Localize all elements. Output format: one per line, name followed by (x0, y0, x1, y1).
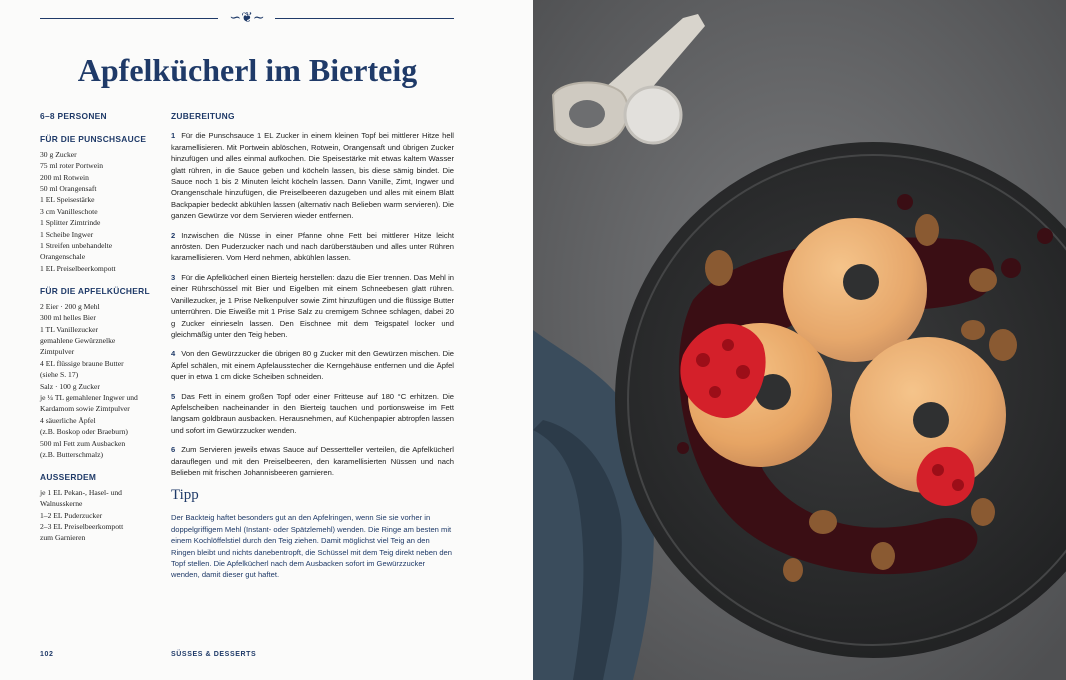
ingredient-item: 2–3 EL Preiselbeerkompott (40, 522, 124, 531)
ingredient-item: je 1 EL Pekan-, Hasel- und (40, 487, 122, 497)
ingredient-item: 3 cm Vanilleschote (40, 206, 98, 216)
food-photo-svg (533, 0, 1066, 680)
step-number: 1 (171, 131, 176, 141)
ingredient-list (40, 149, 158, 274)
ingredient-item: 1 EL Preiselbeerkompott (40, 263, 116, 273)
ingredient-item: 30 g Zucker (40, 149, 77, 159)
section-name: SÜSSES & DESSERTS (171, 651, 257, 658)
ingredient-group (40, 472, 158, 543)
ingredient-item: Zimtpulver (40, 347, 75, 357)
step-text: Zum Servieren jeweils etwas Sauce auf Dessertteller verteilen, die Apfelkücherl darauflegen und mit den Preiselbeeren, den karamellisierten Nüssen und nach Belieben mit frischen Johannisbeeren garnieren. (171, 445, 454, 477)
ingredient-item: 50 ml Orangensaft (40, 184, 97, 194)
tip-text: Der Backteig haftet besonders gut an den Apfelringen, wenn Sie sie vorher in doppelgriffigem Mehl (Instant- oder Spätzlemehl) wenden. Die Ringe am besten mit einem Kochlöffelstiel durch den Teig ziehen. Damit möglichst viel Teig an den Ringen bleibt und nichts danebentropft, die Schüssel mit dem Teig direkt neben den Topf stellen. Die Apfelkücherl nach dem Ausbacken sofort im Gewürzzucker wenden, damit dieser gut haftet. (171, 513, 453, 580)
tip-title: Tipp (171, 487, 199, 504)
step-number: 5 (171, 391, 176, 401)
ingredient-item: Kardamom sowie Zimtpulver (40, 404, 130, 414)
bottle-cap-icon (625, 87, 681, 143)
ingredient-item: zum Garnieren (40, 533, 86, 543)
ingredient-item: 1 TL Vanillezucker (40, 324, 99, 334)
step-text: Das Fett in einem großen Topf oder einer Fritteuse auf 180 °C erhitzen. Die Apfelscheiben nacheinander in den Bierteig tauchen und portionsweise im Fett langsam goldbraun ausbacken. Herausnehmen, auf Küchenpapier abtropfen lassen und sofort im Gewürzzucker wenden. (171, 391, 454, 435)
step-number: 2 (171, 230, 176, 240)
ingredient-group-heading: FÜR DIE APFELKÜCHERL (40, 286, 150, 297)
top-rule-right (275, 18, 454, 19)
ingredient-item: (siehe S. 17) (40, 370, 79, 380)
ingredient-item: je ¼ TL gemahlener Ingwer und (40, 392, 138, 402)
preparation-step (171, 391, 454, 437)
preparation-heading: ZUBEREITUNG (171, 111, 235, 121)
step-text: Für die Punschsauce 1 EL Zucker in einem kleinen Topf bei mittlerer Hitze hell karamellisieren. Mit Portwein ablöschen, Rotwein, Orangensaft und übrigen Zucker hinzufügen und alles einmal aufkochen. Die Speisestärke mit etwas kaltem Wasser glatt rühren, in die Sauce geben und köcheln lassen, bis diese sämig bindet. Die Sauce noch 1 bis 2 Minuten leicht köcheln lassen. Dann Vanille, Zimt, Ingwer und Orangenschale hinzufügen, die Preiselbeeren dazugeben und alles mit einem Blatt Backpapier bedeckt abkühlen lassen (alternativ nach Belieben warm servieren). Die ganzen Gewürze vor dem Servieren wieder entfernen. (171, 131, 454, 221)
ingredient-groups (40, 134, 158, 543)
ingredient-group (40, 286, 158, 460)
step-text: Inzwischen die Nüsse in einer Pfanne ohne Fett bei mittlerer Hitze leicht anrösten. Den Puderzucker nach und nach darüberstäuben und alles unter Rühren karamellisieren. Vom Herd nehmen, abkühlen lassen. (171, 230, 454, 263)
preparation-step (171, 348, 454, 382)
ingredient-item: 4 säuerliche Äpfel (40, 415, 96, 425)
ingredient-item: 75 ml roter Portwein (40, 161, 104, 171)
step-number: 3 (171, 272, 176, 282)
ingredient-group-heading: FÜR DIE PUNSCHSAUCE (40, 134, 147, 145)
preparation-step (171, 230, 454, 264)
ingredient-item: 300 ml helles Bier (40, 313, 96, 323)
step-number: 6 (171, 445, 176, 455)
ingredient-list (40, 487, 158, 544)
top-rule-left (40, 18, 218, 19)
ingredient-group-heading: AUSSERDEM (40, 472, 97, 483)
ingredient-item: 500 ml Fett zum Ausbacken (40, 438, 126, 448)
ornament-icon: ∽❦∼ (229, 10, 265, 26)
ingredient-item: Salz · 100 g Zucker (40, 381, 100, 391)
ingredient-item: 1 EL Speisestärke (40, 195, 95, 205)
step-text: Von den Gewürzzucker die übrigen 80 g Zucker mit den Gewürzen mischen. Die Äpfel schälen, mit einem Apfelausstecher die Kerngehäuse entfernen und die Äpfel quer in etwa 1 cm dicke Scheiben schneiden. (171, 349, 454, 382)
ingredient-item: gemahlene Gewürznelke (40, 335, 116, 345)
preparation-step (171, 444, 454, 478)
step-number: 4 (171, 349, 176, 359)
ingredients-column (40, 111, 158, 544)
preparation-step (171, 130, 454, 221)
recipe-title: Apfelkücherl im Bierteig (77, 52, 418, 88)
ingredient-group (40, 134, 158, 274)
servings: 6–8 PERSONEN (40, 111, 107, 121)
ingredient-item: Orangenschale (40, 252, 86, 262)
ingredient-item: 4 EL flüssige braune Butter (40, 358, 124, 368)
preparation-column (171, 111, 454, 581)
ingredient-item: 200 ml Rotwein (40, 172, 89, 182)
ingredient-item: 1 Scheibe Ingwer (40, 229, 94, 239)
ingredient-item: 2 Eier · 200 g Mehl (40, 301, 100, 311)
ingredient-item: 1 Streifen unbehandelte (40, 241, 113, 251)
step-text: Für die Apfelkücherl einen Bierteig herstellen: dazu die Eier trennen. Das Mehl in einer Rührschüssel mit Bier und Eigelben mit einem Schneebesen glatt rühren. Vanillezucker, je 1 Prise Nelkenpulver sowie Zimt hinzufügen und die flüssige Butter unterrühren. Die Eiweiße mit 1 Prise Salz zu cremigem Schnee schlagen, dabei 20 g Zucker einrieseln lassen. Den Eischnee mit dem Teigspatel locker und gleichmäßig unter den Teig heben. (171, 272, 454, 339)
ingredient-item: 1–2 EL Puderzucker (40, 510, 103, 520)
ingredient-item: 1 Splitter Zimtrinde (40, 218, 101, 228)
steps-list (171, 130, 454, 478)
ingredient-list (40, 301, 158, 461)
ingredient-item: (z.B. Butterschmalz) (40, 449, 104, 459)
food-photo (533, 0, 1066, 680)
page-number: 102 (40, 651, 54, 658)
ingredient-item: Walnusskerne (40, 499, 83, 509)
preparation-step (171, 272, 454, 340)
ingredient-item: (z.B. Boskop oder Braeburn) (40, 427, 128, 437)
